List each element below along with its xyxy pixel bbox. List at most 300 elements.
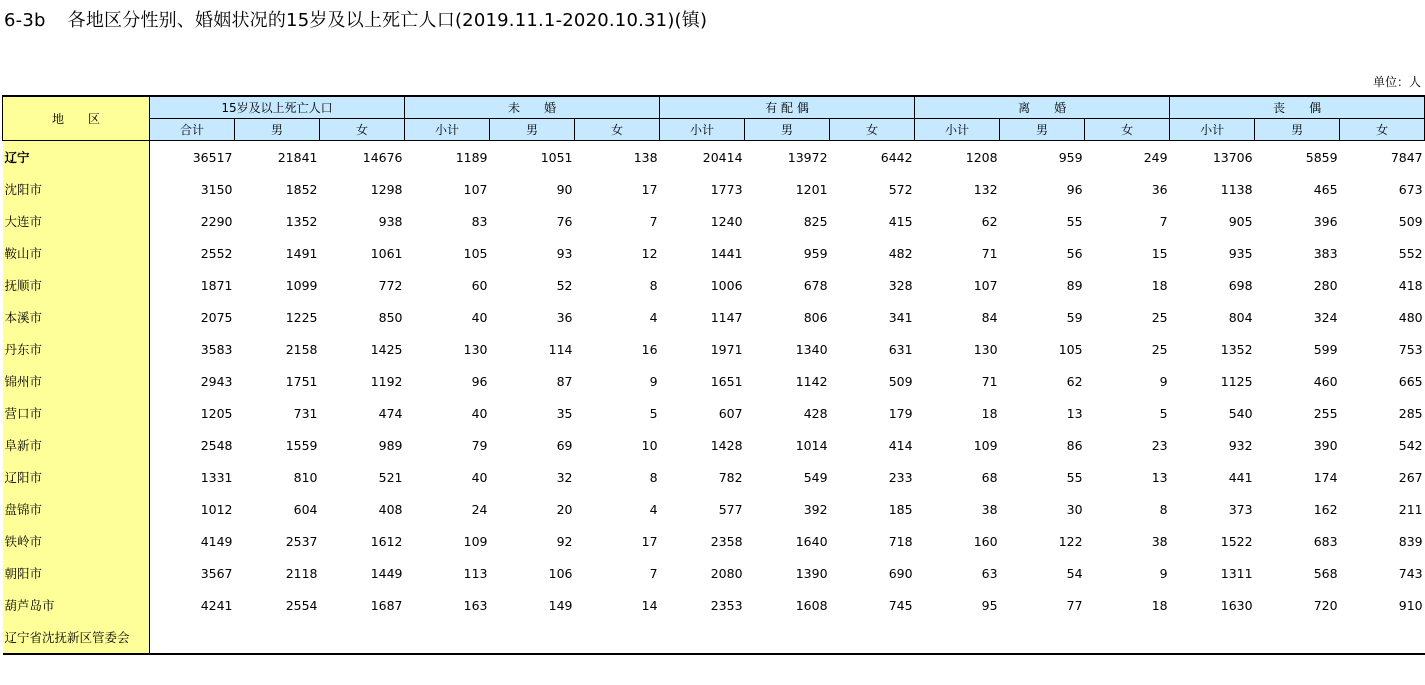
value-cell bbox=[405, 621, 490, 654]
sub-header: 小计 bbox=[1170, 119, 1255, 141]
region-cell: 鞍山市 bbox=[3, 237, 150, 269]
value-cell: 2537 bbox=[285, 533, 318, 549]
value-cell: 825 bbox=[803, 213, 828, 229]
value-cell: 25 bbox=[1151, 341, 1168, 357]
table-row bbox=[3, 269, 1425, 301]
value-cell: 1142 bbox=[795, 373, 828, 389]
value-cell: 1099 bbox=[285, 277, 318, 293]
value-cell: 328 bbox=[888, 277, 913, 293]
table-row bbox=[3, 557, 1425, 589]
value-cell: 1298 bbox=[370, 181, 403, 197]
value-cell: 3150 bbox=[200, 181, 233, 197]
value-cell: 130 bbox=[463, 341, 488, 357]
value-cell: 1311 bbox=[1220, 565, 1253, 581]
group-header: 丧 偶 bbox=[1170, 96, 1425, 119]
value-cell: 52 bbox=[556, 277, 573, 293]
value-cell: 782 bbox=[718, 469, 743, 485]
value-cell bbox=[1000, 621, 1085, 654]
value-cell: 414 bbox=[888, 437, 913, 453]
value-cell bbox=[1255, 621, 1340, 654]
value-cell: 396 bbox=[1313, 213, 1338, 229]
value-cell: 20 bbox=[556, 501, 573, 517]
value-cell: 114 bbox=[548, 341, 573, 357]
group-header: 离 婚 bbox=[915, 96, 1170, 119]
value-cell: 13972 bbox=[787, 149, 828, 165]
value-cell: 55 bbox=[1066, 213, 1083, 229]
value-cell bbox=[235, 621, 320, 654]
value-cell: 14676 bbox=[362, 149, 403, 165]
sub-header: 男 bbox=[1000, 119, 1085, 141]
sub-header: 女 bbox=[575, 119, 660, 141]
value-cell: 5 bbox=[649, 405, 658, 421]
value-cell: 415 bbox=[888, 213, 913, 229]
value-cell: 4241 bbox=[200, 597, 233, 613]
value-cell: 174 bbox=[1313, 469, 1338, 485]
value-cell: 509 bbox=[888, 373, 913, 389]
value-cell: 959 bbox=[1058, 149, 1083, 165]
value-cell: 1352 bbox=[1220, 341, 1253, 357]
value-cell: 720 bbox=[1313, 597, 1338, 613]
value-cell bbox=[490, 621, 575, 654]
value-cell: 86 bbox=[1066, 437, 1083, 453]
value-cell: 698 bbox=[1228, 277, 1253, 293]
value-cell: 95 bbox=[981, 597, 998, 613]
value-cell: 6442 bbox=[880, 149, 913, 165]
value-cell: 910 bbox=[1398, 597, 1423, 613]
value-cell: 9 bbox=[649, 373, 658, 389]
value-cell: 1871 bbox=[200, 277, 233, 293]
value-cell: 36 bbox=[1151, 181, 1168, 197]
value-cell: 804 bbox=[1228, 309, 1253, 325]
value-cell: 3567 bbox=[200, 565, 233, 581]
value-cell: 2075 bbox=[200, 309, 233, 325]
value-cell: 938 bbox=[378, 213, 403, 229]
value-cell: 36 bbox=[556, 309, 573, 325]
sub-header: 小计 bbox=[915, 119, 1000, 141]
region-cell: 葫芦岛市 bbox=[3, 589, 150, 621]
region-cell: 丹东市 bbox=[3, 333, 150, 365]
data-table bbox=[2, 95, 1425, 655]
value-cell: 160 bbox=[973, 533, 998, 549]
sub-header: 男 bbox=[235, 119, 320, 141]
value-cell bbox=[660, 621, 745, 654]
table-code: 6-3b bbox=[4, 10, 46, 31]
value-cell: 3583 bbox=[200, 341, 233, 357]
value-cell: 2353 bbox=[710, 597, 743, 613]
value-cell: 2080 bbox=[710, 565, 743, 581]
value-cell: 12 bbox=[641, 245, 658, 261]
value-cell: 5859 bbox=[1305, 149, 1338, 165]
value-cell: 959 bbox=[803, 245, 828, 261]
table-row bbox=[3, 621, 1425, 654]
table-body bbox=[3, 141, 1425, 655]
value-cell: 38 bbox=[1151, 533, 1168, 549]
table-row bbox=[3, 589, 1425, 621]
value-cell: 390 bbox=[1313, 437, 1338, 453]
region-cell: 铁岭市 bbox=[3, 525, 150, 557]
value-cell: 35 bbox=[556, 405, 573, 421]
value-cell: 255 bbox=[1313, 405, 1338, 421]
value-cell: 8 bbox=[649, 469, 658, 485]
value-cell: 1012 bbox=[200, 501, 233, 517]
region-cell: 辽宁省沈抚新区管委会 bbox=[3, 621, 150, 654]
value-cell: 63 bbox=[981, 565, 998, 581]
value-cell: 179 bbox=[888, 405, 913, 421]
value-cell: 678 bbox=[803, 277, 828, 293]
value-cell: 1147 bbox=[710, 309, 743, 325]
value-cell: 1651 bbox=[710, 373, 743, 389]
value-cell: 572 bbox=[888, 181, 913, 197]
table-row bbox=[3, 525, 1425, 557]
value-cell: 1006 bbox=[710, 277, 743, 293]
value-cell: 18 bbox=[981, 405, 998, 421]
value-cell: 2358 bbox=[710, 533, 743, 549]
value-cell: 4 bbox=[649, 309, 658, 325]
value-cell: 521 bbox=[378, 469, 403, 485]
value-cell: 69 bbox=[556, 437, 573, 453]
sub-header: 女 bbox=[1340, 119, 1425, 141]
value-cell: 2118 bbox=[285, 565, 318, 581]
region-cell: 朝阳市 bbox=[3, 557, 150, 589]
value-cell: 482 bbox=[888, 245, 913, 261]
value-cell: 383 bbox=[1313, 245, 1338, 261]
value-cell: 84 bbox=[981, 309, 998, 325]
value-cell: 40 bbox=[471, 405, 488, 421]
value-cell: 850 bbox=[378, 309, 403, 325]
value-cell bbox=[150, 621, 235, 654]
value-cell: 9 bbox=[1159, 565, 1168, 581]
sub-header: 小计 bbox=[660, 119, 745, 141]
value-cell: 1208 bbox=[965, 149, 998, 165]
value-cell: 810 bbox=[293, 469, 318, 485]
region-cell: 本溪市 bbox=[3, 301, 150, 333]
value-cell: 267 bbox=[1398, 469, 1423, 485]
value-cell: 418 bbox=[1398, 277, 1423, 293]
value-cell: 731 bbox=[293, 405, 318, 421]
value-cell: 9 bbox=[1159, 373, 1168, 389]
value-cell: 132 bbox=[973, 181, 998, 197]
region-cell: 抚顺市 bbox=[3, 269, 150, 301]
value-cell: 1612 bbox=[370, 533, 403, 549]
value-cell: 1751 bbox=[285, 373, 318, 389]
sub-header: 男 bbox=[745, 119, 830, 141]
value-cell: 76 bbox=[556, 213, 573, 229]
value-cell: 17 bbox=[641, 533, 658, 549]
value-cell: 60 bbox=[471, 277, 488, 293]
value-cell: 59 bbox=[1066, 309, 1083, 325]
value-cell: 185 bbox=[888, 501, 913, 517]
value-cell: 1051 bbox=[540, 149, 573, 165]
value-cell: 25 bbox=[1151, 309, 1168, 325]
value-cell: 1559 bbox=[285, 437, 318, 453]
value-cell bbox=[830, 621, 915, 654]
value-cell: 1608 bbox=[795, 597, 828, 613]
value-cell: 211 bbox=[1398, 501, 1423, 517]
value-cell: 13 bbox=[1151, 469, 1168, 485]
value-cell: 14 bbox=[641, 597, 658, 613]
value-cell: 4 bbox=[649, 501, 658, 517]
value-cell: 23 bbox=[1151, 437, 1168, 453]
value-cell: 1773 bbox=[710, 181, 743, 197]
table-row bbox=[3, 173, 1425, 205]
value-cell: 36517 bbox=[192, 149, 233, 165]
value-cell: 21841 bbox=[277, 149, 318, 165]
table-row bbox=[3, 397, 1425, 429]
value-cell: 17 bbox=[641, 181, 658, 197]
region-header: 地 区 bbox=[3, 96, 150, 141]
value-cell: 96 bbox=[471, 373, 488, 389]
value-cell: 249 bbox=[1143, 149, 1168, 165]
value-cell: 56 bbox=[1066, 245, 1083, 261]
value-cell: 13706 bbox=[1212, 149, 1253, 165]
value-cell: 604 bbox=[293, 501, 318, 517]
table-row bbox=[3, 461, 1425, 493]
value-cell: 20414 bbox=[702, 149, 743, 165]
value-cell: 8 bbox=[649, 277, 658, 293]
value-cell: 1340 bbox=[795, 341, 828, 357]
value-cell: 1205 bbox=[200, 405, 233, 421]
value-cell: 24 bbox=[471, 501, 488, 517]
value-cell: 87 bbox=[556, 373, 573, 389]
value-cell: 2943 bbox=[200, 373, 233, 389]
value-cell: 109 bbox=[463, 533, 488, 549]
value-cell: 1014 bbox=[795, 437, 828, 453]
value-cell: 1240 bbox=[710, 213, 743, 229]
value-cell: 77 bbox=[1066, 597, 1083, 613]
value-cell: 83 bbox=[471, 213, 488, 229]
value-cell: 2552 bbox=[200, 245, 233, 261]
value-cell: 96 bbox=[1066, 181, 1083, 197]
value-cell: 1971 bbox=[710, 341, 743, 357]
value-cell: 54 bbox=[1066, 565, 1083, 581]
value-cell: 607 bbox=[718, 405, 743, 421]
value-cell: 989 bbox=[378, 437, 403, 453]
value-cell: 92 bbox=[556, 533, 573, 549]
value-cell: 935 bbox=[1228, 245, 1253, 261]
value-cell: 163 bbox=[463, 597, 488, 613]
value-cell: 1449 bbox=[370, 565, 403, 581]
value-cell: 1061 bbox=[370, 245, 403, 261]
value-cell: 542 bbox=[1398, 437, 1423, 453]
sub-header: 女 bbox=[320, 119, 405, 141]
value-cell: 2554 bbox=[285, 597, 318, 613]
value-cell: 1687 bbox=[370, 597, 403, 613]
table-title-text: 各地区分性别、婚姻状况的15岁及以上死亡人口(2019.11.1-2020.10.31)(镇) bbox=[67, 10, 708, 31]
value-cell: 392 bbox=[803, 501, 828, 517]
value-cell: 718 bbox=[888, 533, 913, 549]
value-cell: 62 bbox=[1066, 373, 1083, 389]
value-cell: 1428 bbox=[710, 437, 743, 453]
value-cell: 1630 bbox=[1220, 597, 1253, 613]
header-row-groups bbox=[3, 96, 1425, 119]
group-header: 未 婚 bbox=[405, 96, 660, 119]
value-cell: 30 bbox=[1066, 501, 1083, 517]
value-cell bbox=[915, 621, 1000, 654]
value-cell bbox=[1170, 621, 1255, 654]
group-header: 15岁及以上死亡人口 bbox=[150, 96, 405, 119]
table-row bbox=[3, 141, 1425, 174]
value-cell: 1225 bbox=[285, 309, 318, 325]
value-cell: 113 bbox=[463, 565, 488, 581]
group-header: 有 配 偶 bbox=[660, 96, 915, 119]
value-cell: 8 bbox=[1159, 501, 1168, 517]
value-cell: 599 bbox=[1313, 341, 1338, 357]
value-cell: 683 bbox=[1313, 533, 1338, 549]
value-cell: 1441 bbox=[710, 245, 743, 261]
value-cell: 71 bbox=[981, 373, 998, 389]
value-cell: 753 bbox=[1398, 341, 1423, 357]
value-cell bbox=[745, 621, 830, 654]
value-cell: 1390 bbox=[795, 565, 828, 581]
value-cell: 280 bbox=[1313, 277, 1338, 293]
value-cell: 1640 bbox=[795, 533, 828, 549]
value-cell: 743 bbox=[1398, 565, 1423, 581]
value-cell: 40 bbox=[471, 309, 488, 325]
value-cell: 13 bbox=[1066, 405, 1083, 421]
value-cell: 18 bbox=[1151, 597, 1168, 613]
value-cell: 839 bbox=[1398, 533, 1423, 549]
sub-header: 合计 bbox=[150, 119, 235, 141]
value-cell: 905 bbox=[1228, 213, 1253, 229]
value-cell: 745 bbox=[888, 597, 913, 613]
value-cell: 55 bbox=[1066, 469, 1083, 485]
table-row bbox=[3, 365, 1425, 397]
value-cell: 408 bbox=[378, 501, 403, 517]
value-cell: 107 bbox=[973, 277, 998, 293]
value-cell: 341 bbox=[888, 309, 913, 325]
value-cell: 428 bbox=[803, 405, 828, 421]
value-cell: 509 bbox=[1398, 213, 1423, 229]
value-cell: 1125 bbox=[1220, 373, 1253, 389]
value-cell: 460 bbox=[1313, 373, 1338, 389]
value-cell: 480 bbox=[1398, 309, 1423, 325]
value-cell: 631 bbox=[888, 341, 913, 357]
value-cell: 324 bbox=[1313, 309, 1338, 325]
value-cell: 68 bbox=[981, 469, 998, 485]
value-cell: 71 bbox=[981, 245, 998, 261]
table-row bbox=[3, 205, 1425, 237]
value-cell: 7 bbox=[1159, 213, 1168, 229]
region-cell: 沈阳市 bbox=[3, 173, 150, 205]
value-cell: 107 bbox=[463, 181, 488, 197]
region-cell: 阜新市 bbox=[3, 429, 150, 461]
sub-header: 女 bbox=[830, 119, 915, 141]
value-cell: 577 bbox=[718, 501, 743, 517]
value-cell: 90 bbox=[556, 181, 573, 197]
sub-header: 小计 bbox=[405, 119, 490, 141]
value-cell: 474 bbox=[378, 405, 403, 421]
value-cell: 1852 bbox=[285, 181, 318, 197]
value-cell: 932 bbox=[1228, 437, 1253, 453]
region-cell: 辽阳市 bbox=[3, 461, 150, 493]
value-cell: 233 bbox=[888, 469, 913, 485]
value-cell: 690 bbox=[888, 565, 913, 581]
value-cell: 15 bbox=[1151, 245, 1168, 261]
value-cell: 138 bbox=[633, 149, 658, 165]
value-cell: 109 bbox=[973, 437, 998, 453]
value-cell: 5 bbox=[1159, 405, 1168, 421]
value-cell: 1491 bbox=[285, 245, 318, 261]
value-cell bbox=[1340, 621, 1425, 654]
sub-header: 男 bbox=[490, 119, 575, 141]
value-cell: 105 bbox=[463, 245, 488, 261]
value-cell: 568 bbox=[1313, 565, 1338, 581]
value-cell: 162 bbox=[1313, 501, 1338, 517]
value-cell: 772 bbox=[378, 277, 403, 293]
table-row bbox=[3, 301, 1425, 333]
value-cell bbox=[1085, 621, 1170, 654]
value-cell: 1201 bbox=[795, 181, 828, 197]
value-cell: 18 bbox=[1151, 277, 1168, 293]
sub-header: 女 bbox=[1085, 119, 1170, 141]
value-cell: 2290 bbox=[200, 213, 233, 229]
value-cell: 549 bbox=[803, 469, 828, 485]
table-row bbox=[3, 237, 1425, 269]
value-cell: 105 bbox=[1058, 341, 1083, 357]
region-cell: 锦州市 bbox=[3, 365, 150, 397]
sub-header: 男 bbox=[1255, 119, 1340, 141]
value-cell: 540 bbox=[1228, 405, 1253, 421]
value-cell: 1331 bbox=[200, 469, 233, 485]
value-cell: 552 bbox=[1398, 245, 1423, 261]
value-cell: 1522 bbox=[1220, 533, 1253, 549]
value-cell: 465 bbox=[1313, 181, 1338, 197]
value-cell: 806 bbox=[803, 309, 828, 325]
table-row bbox=[3, 429, 1425, 461]
value-cell: 1189 bbox=[455, 149, 488, 165]
value-cell bbox=[575, 621, 660, 654]
value-cell: 373 bbox=[1228, 501, 1253, 517]
value-cell: 149 bbox=[548, 597, 573, 613]
unit-label: 单位：人 bbox=[1372, 75, 1421, 89]
value-cell: 4149 bbox=[200, 533, 233, 549]
value-cell: 1138 bbox=[1220, 181, 1253, 197]
value-cell: 665 bbox=[1398, 373, 1423, 389]
value-cell: 673 bbox=[1398, 181, 1423, 197]
table-row bbox=[3, 333, 1425, 365]
header-row-sub bbox=[3, 119, 1425, 141]
value-cell: 93 bbox=[556, 245, 573, 261]
region-cell: 大连市 bbox=[3, 205, 150, 237]
value-cell: 7 bbox=[649, 213, 658, 229]
value-cell: 32 bbox=[556, 469, 573, 485]
region-cell: 盘锦市 bbox=[3, 493, 150, 525]
value-cell: 79 bbox=[471, 437, 488, 453]
value-cell: 1352 bbox=[285, 213, 318, 229]
value-cell: 7 bbox=[649, 565, 658, 581]
value-cell: 285 bbox=[1398, 405, 1423, 421]
value-cell: 62 bbox=[981, 213, 998, 229]
value-cell: 130 bbox=[973, 341, 998, 357]
value-cell: 38 bbox=[981, 501, 998, 517]
value-cell: 2158 bbox=[285, 341, 318, 357]
value-cell: 106 bbox=[548, 565, 573, 581]
value-cell bbox=[320, 621, 405, 654]
value-cell: 40 bbox=[471, 469, 488, 485]
table-row bbox=[3, 493, 1425, 525]
region-cell: 营口市 bbox=[3, 397, 150, 429]
value-cell: 2548 bbox=[200, 437, 233, 453]
value-cell: 1425 bbox=[370, 341, 403, 357]
value-cell: 89 bbox=[1066, 277, 1083, 293]
value-cell: 1192 bbox=[370, 373, 403, 389]
value-cell: 7847 bbox=[1390, 149, 1423, 165]
value-cell: 441 bbox=[1228, 469, 1253, 485]
page-title bbox=[4, 6, 707, 32]
region-cell: 辽宁 bbox=[3, 141, 150, 174]
value-cell: 16 bbox=[641, 341, 658, 357]
value-cell: 122 bbox=[1058, 533, 1083, 549]
